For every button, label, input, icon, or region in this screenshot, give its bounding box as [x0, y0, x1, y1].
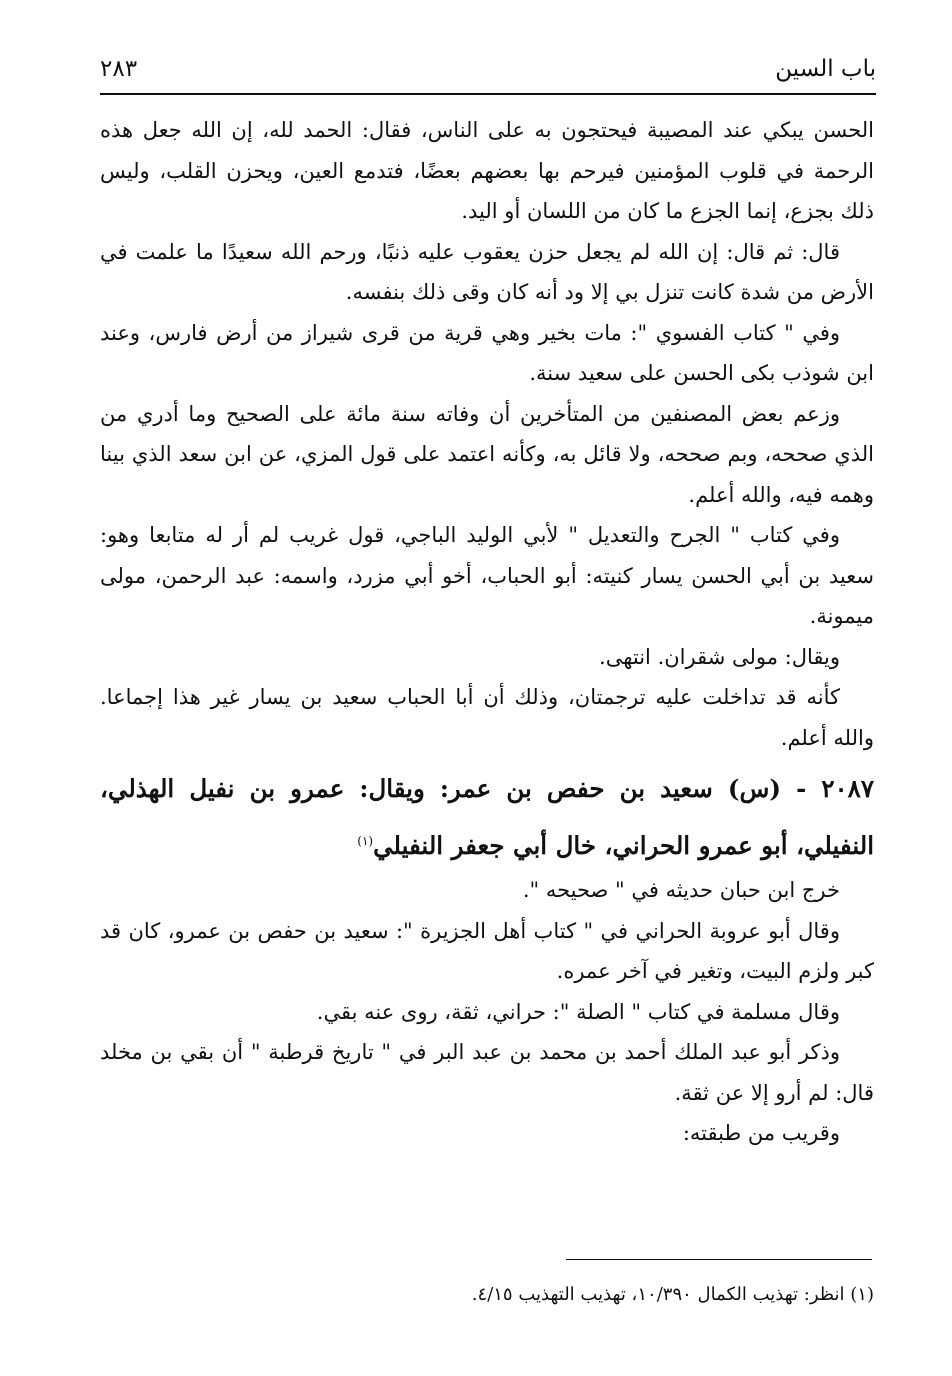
paragraph: كأنه قد تداخلت عليه ترجمتان، وذلك أن أبا الحباب سعيد بن يسار غير هذا إجماعا. والله أعلم.: [100, 685, 874, 750]
entry-heading-text: ٢٠٨٧ - (س) سعيد بن حفص بن عمر: ويقال: عمرو بن نفيل الهذلي، النفيلي، أبو عمرو الحراني، خال أبي جعفر النفيلي: [100, 774, 874, 861]
entry-paragraph: خرج ابن حبان حديثه في " صحيحه ".: [522, 878, 840, 903]
paragraph: وفي " كتاب الفسوي ": مات بخير وهي قرية من قرى شيراز من أرض فارس، وعند ابن شوذب بكى الحسن على سعيد سنة.: [100, 320, 874, 385]
entry-paragraph: وقال مسلمة في كتاب " الصلة ": حراني، ثقة، روى عنه بقي.: [316, 999, 840, 1024]
page-header: [100, 52, 876, 94]
paragraph: ويقال: مولى شقران. انتهى.: [599, 644, 840, 669]
header-divider: [100, 93, 876, 95]
entry-paragraph: وقال أبو عروبة الحراني في " كتاب أهل الجزيرة ": سعيد بن حفص بن عمرو، كان قد كبر ولزم البيت، وتغير في آخر عمره.: [100, 918, 874, 984]
footnote: (١) انظر: تهذيب الكمال ١٠/٣٩٠، تهذيب التهذيب ٤/١٥.: [471, 1284, 874, 1305]
paragraph: الحسن يبكي عند المصيبة فيحتجون به على الناس، فقال: الحمد لله، إن الله جعل هذه الرحمة في قلوب المؤمنين فيرحم بها بعضهم بعضًا، فتدمع العين، ويحزن القلب، وليس ذلك بجزع، إنما الجزع ما كان من اللسان أو اليد.: [100, 118, 874, 223]
paragraph: قال: ثم قال: إن الله لم يجعل حزن يعقوب عليه ذنبًا، ورحم الله سعيدًا ما علمت في الأرض من شدة كانت تنزل بي إلا ود أنه كان وقى ذلك بنفسه.: [100, 239, 874, 304]
entry-paragraph: وقريب من طبقته:: [682, 1121, 840, 1146]
footnote-marker: (١): [357, 834, 374, 848]
entry-heading: [100, 762, 874, 872]
footnote-divider: [566, 1259, 872, 1260]
chapter-title: باب السين: [775, 56, 876, 82]
main-text: [100, 110, 874, 1154]
paragraph: وفي كتاب " الجرح والتعديل " لأبي الوليد الباجي، قول غريب لم أر له متابعا وهو: سعيد بن أبي الحسن يسار كنيته: أبو الحباب، أخو أبي مزرد، واسمه: عبد الرحمن، مولى ميمونة.: [100, 523, 874, 628]
paragraph: وزعم بعض المصنفين من المتأخرين أن وفاته سنة مائة على الصحيح وما أدري من الذي صححه، وبم صححه، ولا قائل به، وكأنه اعتمد على قول المزي، عن ابن سعد الذي بينا وهمه فيه، والله أعلم.: [100, 401, 874, 507]
page-number: ٢٨٣: [100, 56, 138, 82]
entry-paragraph: وذكر أبو عبد الملك أحمد بن محمد بن عبد البر في " تاريخ قرطبة " أن بقي بن مخلد قال: لم أرو إلا عن ثقة.: [100, 1040, 874, 1105]
